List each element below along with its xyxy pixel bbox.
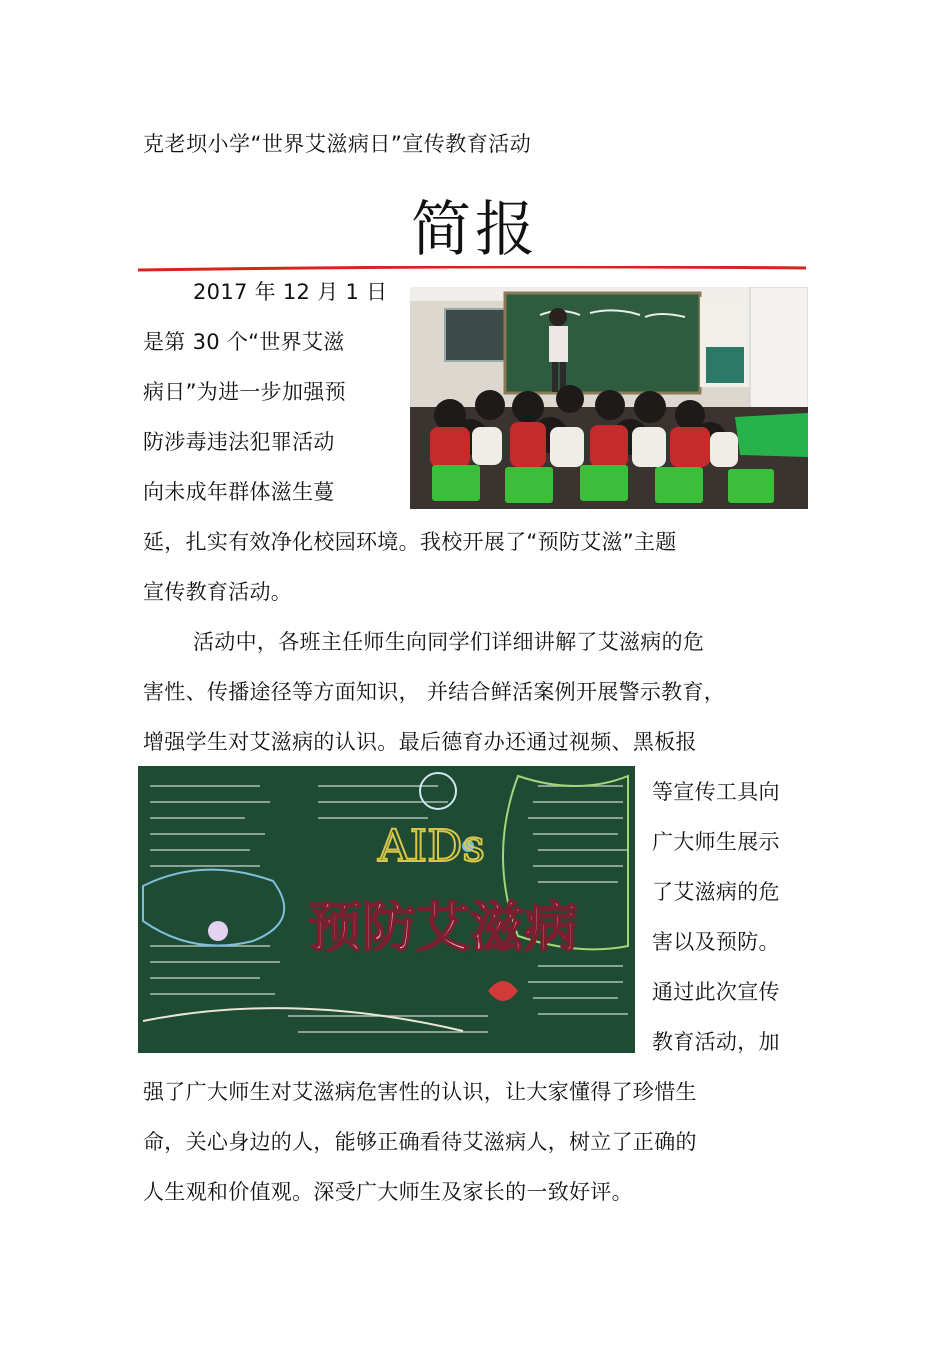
paragraph-2-line-1: 活动中，各班主任师生向同学们详细讲解了艾滋病的危	[193, 630, 705, 654]
blackboard-poster-photo	[138, 766, 635, 1053]
paragraph-2-line-7: 害以及预防。	[652, 930, 780, 954]
red-title-rule	[138, 266, 806, 272]
paragraph-2-line-8: 通过此次宣传	[652, 980, 780, 1004]
paragraph-1-line-3: 病日”为进一步加强预	[143, 380, 346, 404]
paragraph-1-line-6: 延，扎实有效净化校园环境。我校开展了“预防艾滋”主题	[143, 530, 677, 554]
paragraph-2-line-11: 命，关心身边的人，能够正确看待艾滋病人，树立了正确的	[143, 1130, 697, 1154]
poster-title: 预防艾滋病	[308, 896, 578, 959]
document-subtitle: 克老坝小学“世界艾滋病日”宣传教育活动	[143, 132, 532, 156]
classroom-photo	[410, 287, 808, 509]
paragraph-2-line-2: 害性、传播途径等方面知识， 并结合鲜活案例开展警示教育，	[143, 680, 726, 704]
paragraph-1-line-5: 向未成年群体滋生蔓	[143, 480, 335, 504]
paragraph-2-line-6: 了艾滋病的危	[652, 880, 780, 904]
paragraph-1-line-4: 防涉毒违法犯罪活动	[143, 430, 335, 454]
paragraph-1-line-2: 是第 30 个“世界艾滋	[143, 330, 345, 354]
paragraph-2-line-12: 人生观和价值观。深受广大师生及家长的一致好评。	[143, 1180, 633, 1204]
document-title: 简报	[411, 195, 539, 265]
paragraph-2-line-9: 教育活动，加	[652, 1030, 780, 1054]
poster-aids-label: AIDs	[378, 821, 486, 872]
paragraph-2-line-4: 等宣传工具向	[652, 780, 780, 804]
paragraph-2-line-10: 强了广大师生对艾滋病危害性的认识，让大家懂得了珍惜生	[143, 1080, 697, 1104]
paragraph-1-line-7: 宣传教育活动。	[143, 580, 293, 604]
paragraph-1-line-1: 2017 年 12 月 1 日	[193, 280, 388, 304]
paragraph-2-line-3: 增强学生对艾滋病的认识。最后德育办还通过视频、黑板报	[143, 730, 697, 754]
paragraph-2-line-5: 广大师生展示	[652, 830, 780, 854]
